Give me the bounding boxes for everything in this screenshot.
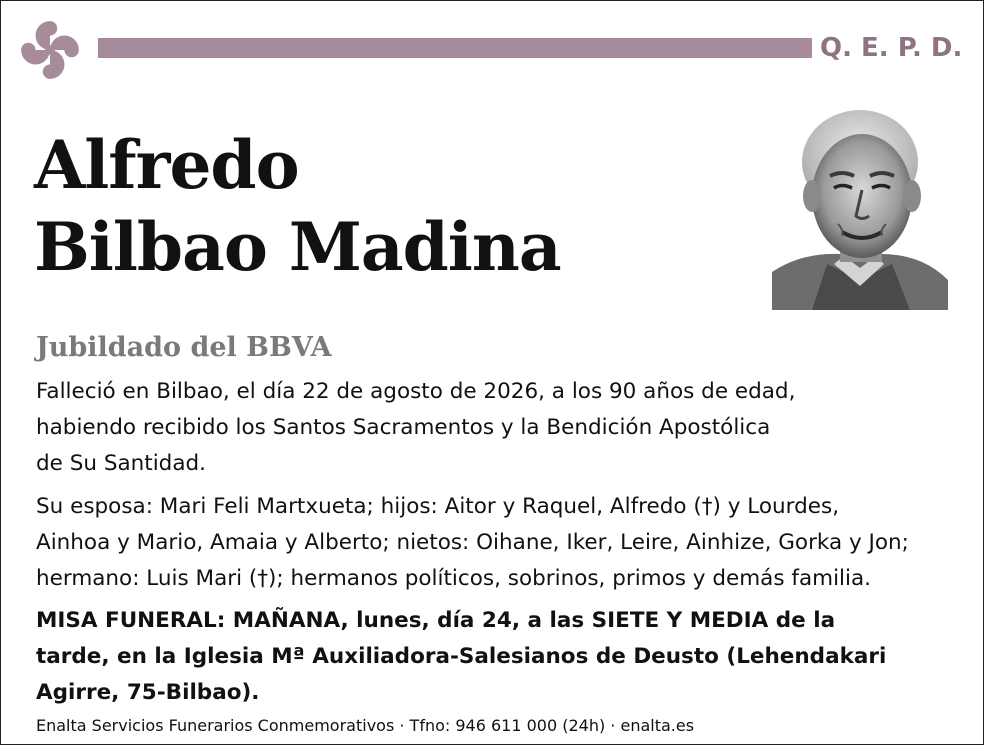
deceased-name <box>34 124 754 288</box>
text-line: Agirre, 75-Bilbao). <box>36 680 260 705</box>
name-line-1: Alfredo <box>34 126 299 204</box>
name-line-2: Bilbao Madina <box>34 208 561 286</box>
lauburu-icon <box>12 12 88 88</box>
text-line: hermano: Luis Mari (†); hermanos políticos, sobrinos, primos y demás familia. <box>36 566 872 591</box>
funeral-home-footer: Enalta Servicios Funerarios Conmemorativos · Tfno: 946 611 000 (24h) · enalta.es <box>36 716 695 735</box>
portrait-illustration <box>772 104 948 310</box>
text-line: tarde, en la Iglesia Mª Auxiliadora-Salesianos de Deusto (Lehendakari <box>36 644 887 669</box>
text-line: Ainhoa y Mario, Amaia y Alberto; nietos: Oihane, Iker, Leire, Ainhize, Gorka y Jon; <box>36 530 909 555</box>
death-announcement <box>36 374 966 482</box>
header-bar <box>98 38 812 58</box>
funeral-mass-notice <box>36 603 966 711</box>
text-line: habiendo recibido los Santos Sacramentos y la Bendición Apostólica <box>36 415 771 440</box>
family-list <box>36 489 966 597</box>
text-line: Su esposa: Mari Feli Martxueta; hijos: Aitor y Raquel, Alfredo (†) y Lourdes, <box>36 494 840 519</box>
text-line: de Su Santidad. <box>36 451 206 476</box>
portrait-photo <box>772 104 948 310</box>
text-line: Falleció en Bilbao, el día 22 de agosto de 2026, a los 90 años de edad, <box>36 379 796 404</box>
text-line: MISA FUNERAL: MAÑANA, lunes, día 24, a las SIETE Y MEDIA de la <box>36 608 836 633</box>
qepd-label: Q. E. P. D. <box>820 33 963 63</box>
deceased-subtitle: Jubildado del BBVA <box>36 332 332 363</box>
